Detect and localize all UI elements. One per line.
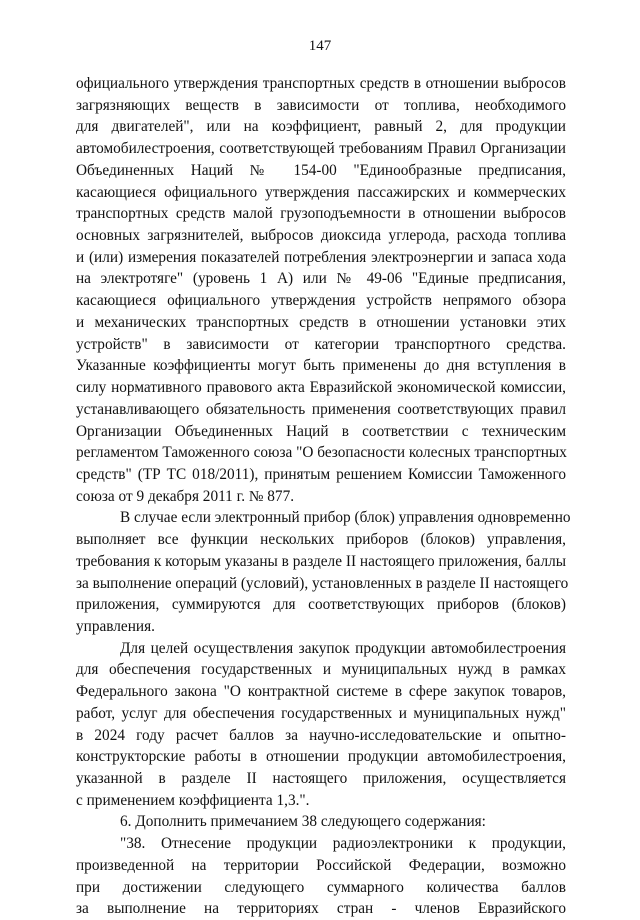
text-line: и механических транспортных средств в отношении установки этих [76,313,566,331]
text-line: за выполнение на территориях стран - членов Евразийского [76,900,566,918]
text-line: управления. [76,617,155,635]
text-line: Объединенных Наций № 154-00 "Единообразные предписания, [76,161,566,179]
text-line: официального утверждения транспортных средств в отношении выбросов [76,75,566,92]
text-line: работ, услуг для обеспечения государственных и муниципальных нужд" [76,704,566,722]
text-line: 6. Дополнить примечанием 38 следующего содержания: [120,813,486,831]
text-line: В случае если электронный прибор (блок) управления одновременно [120,509,571,527]
text-line: Федерального закона "О контрактной системе в сфере закупок товаров, [76,683,566,701]
text-line: средств" (ТР ТС 018/2011), принятым решением Комиссии Таможенного [76,465,566,483]
text-line: конструкторские работы в отношении продукции автомобилестроения, [76,748,566,766]
text-line: с применением коэффициента 1,3.". [76,791,310,809]
text-line: регламентом Таможенного союза "О безопасности колесных транспортных [76,444,567,462]
page-number: 147 [308,38,332,54]
text-line: и (или) измерения показателей потребления электроэнергии и запаса хода [76,248,566,266]
text-line: автомобилестроения, соответствующей требованиям Правил Организации [76,140,566,158]
text-line: на электротяге" (уровень 1 А) или № 49-06 "Единые предписания, [76,270,566,288]
text-line: основных загрязнителей, выбросов диоксида углерода, расхода топлива [76,227,566,245]
text-line: силу нормативного правового акта Евразийской экономической комиссии, [76,379,566,397]
text-line: союза от 9 декабря 2011 г. № 877. [76,487,295,505]
text-line: указанной в разделе II настоящего приложения, осуществляется [76,770,566,787]
text-line: загрязняющих веществ в зависимости от топлива, необходимого [76,96,566,114]
text-line: выполняет все функции нескольких приборов (блоков) управления, [76,531,566,549]
text-line: при достижении следующего суммарного количества баллов [76,878,566,896]
text-line: для обеспечения государственных и муниципальных нужд в рамках [76,661,566,679]
text-line: приложения, суммируются для соответствующих приборов (блоков) [76,596,566,614]
text-line: устанавливающего обязательность применения соответствующих правил [76,400,566,418]
text-line: устройств" в зависимости от категории транспортного средства. [76,335,566,353]
body-text [76,73,571,920]
text-line: "38. Отнесение продукции радиоэлектроники к продукции, [120,835,566,853]
text-line: касающиеся официального утверждения пассажирских и коммерческих [76,183,566,201]
text-line: Организации Объединенных Наций в соответствии с техническим [76,422,566,440]
text-line: в 2024 году расчет баллов за научно-исследовательские и опытно- [76,726,566,744]
text-line: касающиеся официального утверждения устройств непрямого обзора [76,292,566,310]
text-line: для двигателей", или на коэффициент, равный 2, для продукции [76,118,566,136]
text-line: произведенной на территории Российской Федерации, возможно [76,856,566,874]
text-line: Указанные коэффициенты могут быть применены до дня вступления в [76,357,566,375]
text-line: Для целей осуществления закупок продукции автомобилестроения [120,639,566,657]
text-line: за выполнение операций (условий), установленных в разделе II настоящего [76,574,569,592]
text-line: требования к которым указаны в разделе II настоящего приложения, баллы [76,552,566,570]
text-line: транспортных средств малой грузоподъемности в отношении выбросов [76,205,566,223]
